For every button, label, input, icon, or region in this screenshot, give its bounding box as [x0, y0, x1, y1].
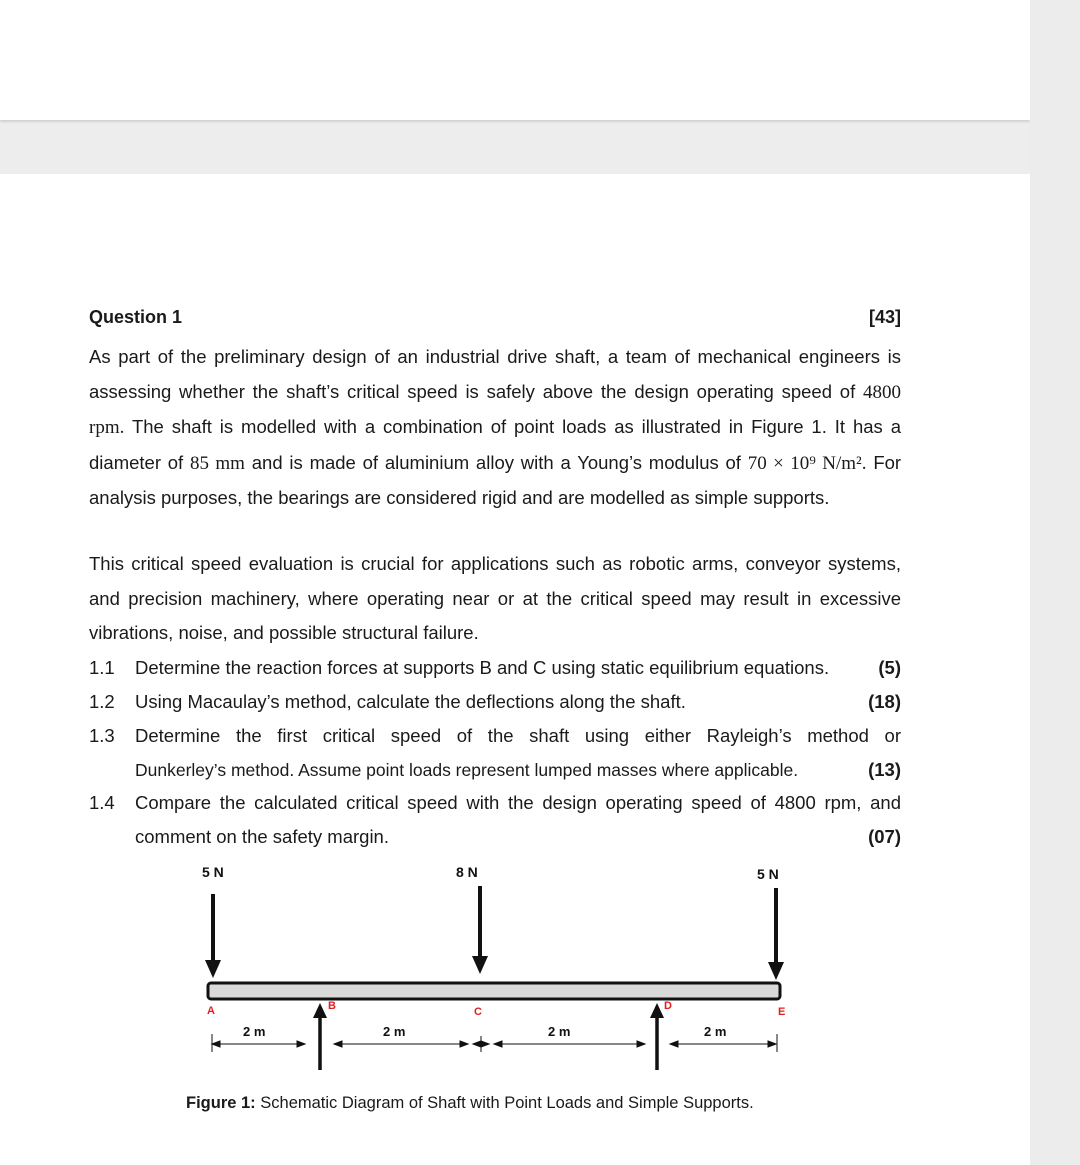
- intro-text-a: As part of the preliminary design of an industrial drive shaft, a team of mechanical engineers is assessing whether the shaft’s critical speed is safely above the design operating speed of: [89, 346, 901, 402]
- point-label-b: B: [328, 1000, 336, 1012]
- intro-text-d: For analysis purposes, the bearings are considered rigid and are modelled as simple supports.: [89, 451, 902, 508]
- point-label-d: D: [664, 1000, 672, 1012]
- point-label-c: C: [474, 1006, 482, 1018]
- intro-text-c: and is made of aluminium alloy with a Young’s modulus of: [251, 451, 741, 473]
- operating-speed: 4800 rpm.: [89, 381, 901, 438]
- shaft-diagram: [0, 174, 1030, 1165]
- load-arrow-e: [768, 888, 784, 980]
- point-label-a: A: [207, 1005, 215, 1017]
- load-label-e: 5 N: [757, 866, 779, 882]
- span-label-de: 2 m: [704, 1024, 727, 1039]
- subquestion-text-line1: Compare the calculated critical speed with the design operating speed of 4800 rpm, and: [135, 792, 901, 813]
- modulus-value: 70 × 10⁹ N/m².: [747, 452, 867, 474]
- diameter-value: 85 mm: [190, 452, 245, 474]
- load-arrow-c: [472, 886, 488, 974]
- question-title: Question 1: [89, 307, 183, 327]
- caption-text: Schematic Diagram of Shaft with Point Loads and Simple Supports.: [255, 1094, 754, 1112]
- subquestion-text: Determine the reaction forces at supports B and C using static equilibrium equations.: [135, 657, 830, 678]
- caption-label: Figure 1:: [186, 1094, 256, 1112]
- intro-text-b: The shaft is modelled with a combination of point loads as illustrated in Figure 1. It has a diameter of: [89, 416, 902, 473]
- question-marks: [43]: [868, 307, 901, 327]
- subquestion-text: Using Macaulay’s method, calculate the deflections along the shaft.: [135, 691, 686, 712]
- previous-page-card: [0, 0, 1030, 120]
- load-label-c: 8 N: [456, 864, 478, 880]
- support-arrow-d: [650, 1003, 664, 1070]
- load-label-a: 5 N: [202, 864, 224, 880]
- document-page: [0, 174, 1030, 1165]
- subquestion-marks: (18): [868, 691, 901, 712]
- subquestion-text-line1: Determine the first critical speed of the shaft using either Rayleigh’s method or: [135, 725, 901, 746]
- point-label-e: E: [778, 1006, 786, 1018]
- span-label-cd: 2 m: [548, 1024, 571, 1039]
- subquestion-number: 1.4: [89, 792, 115, 813]
- subquestion-number: 1.2: [89, 691, 115, 712]
- scroll-gutter: [1030, 0, 1080, 1165]
- subquestion-marks: (5): [878, 657, 901, 678]
- dimension-line: [212, 1034, 777, 1052]
- shaft-beam: [208, 983, 780, 999]
- subquestion-marks: (13): [868, 759, 901, 780]
- subquestion-marks: (07): [868, 826, 901, 847]
- context-paragraph: This critical speed evaluation is crucial for applications such as robotic arms, conveyor systems, and precision machinery, where operating near or at the critical speed may result in excessive vibrations, noise, and possible structural failure.: [89, 553, 901, 643]
- subquestion-text-line2: comment on the safety margin.: [135, 826, 389, 847]
- support-arrow-b: [313, 1003, 327, 1070]
- span-label-ab: 2 m: [243, 1024, 266, 1039]
- subquestion-number: 1.3: [89, 725, 115, 746]
- subquestion-number: 1.1: [89, 657, 115, 678]
- span-label-bc: 2 m: [383, 1024, 406, 1039]
- figure-caption: [186, 1094, 754, 1113]
- load-arrow-a: [205, 894, 221, 978]
- subquestion-text-line2: Dunkerley’s method. Assume point loads represent lumped masses where applicable.: [135, 760, 799, 780]
